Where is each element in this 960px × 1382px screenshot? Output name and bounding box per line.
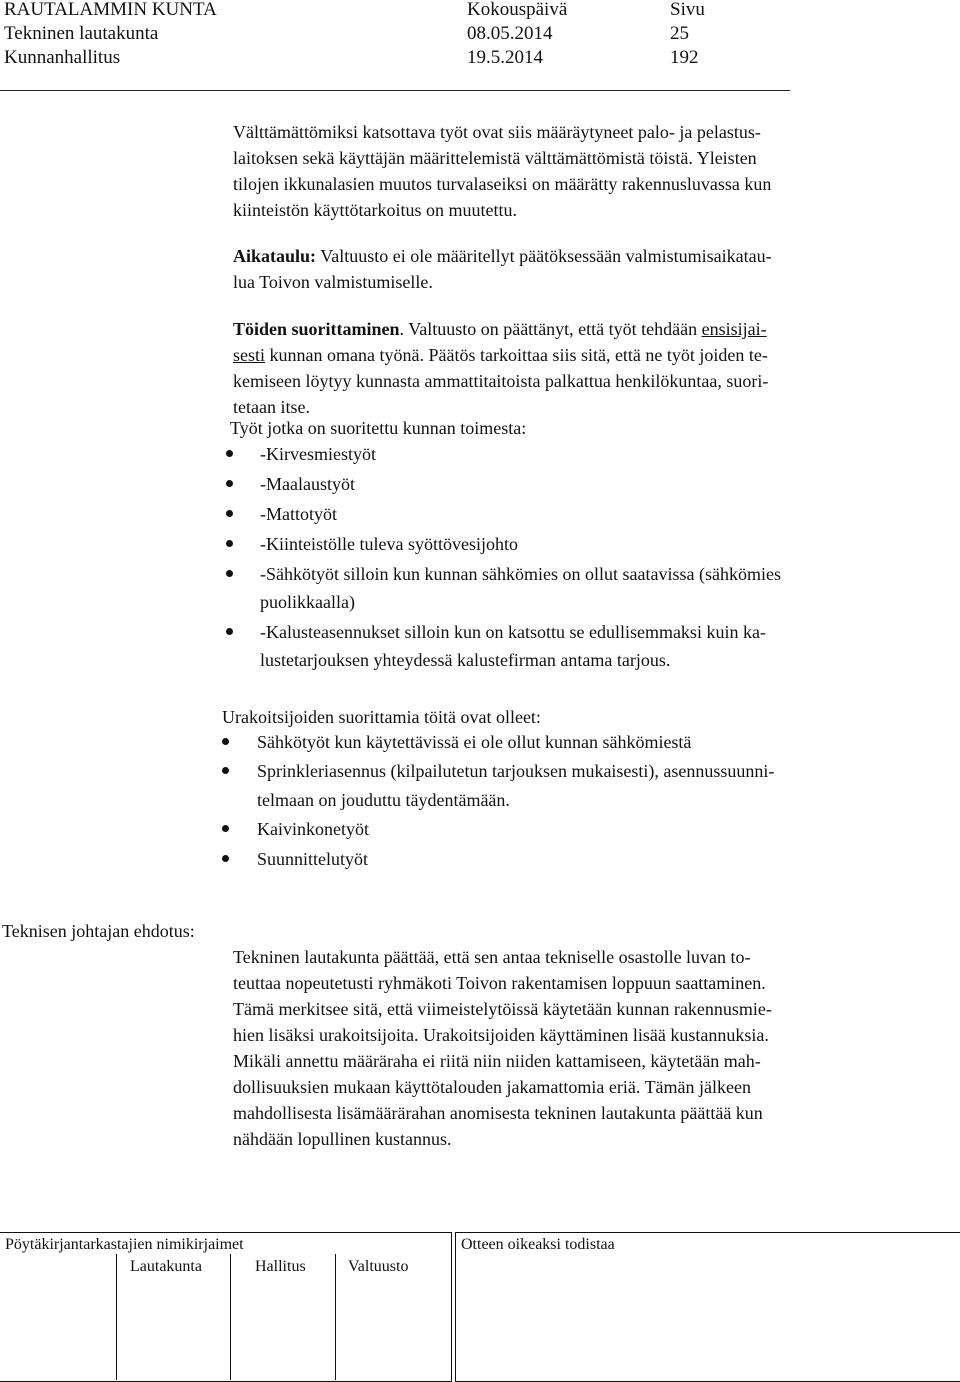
- board-page-number: 25: [670, 23, 689, 44]
- paragraph-requirements: [233, 119, 873, 223]
- council-page-number: 192: [670, 47, 699, 68]
- bullet-icon: [226, 510, 233, 517]
- underlined-word: sesti: [233, 345, 266, 365]
- bullet-icon: [222, 767, 229, 774]
- text-line: kiinteistön käyttötarkoitus on muutettu.: [233, 200, 517, 220]
- text-line: lua Toivon valmistumiselle.: [233, 272, 433, 292]
- text-line: Välttämättömiksi katsottava työt ovat siis määräytyneet palo- ja pelastus-: [233, 122, 761, 142]
- list-own-work-intro: Työt jotka on suoritettu kunnan toimesta:: [230, 418, 527, 438]
- proposal-label: Teknisen johtajan ehdotus:: [2, 921, 195, 941]
- header-divider: [0, 90, 790, 91]
- text-line: kemiseen löytyy kunnasta ammattitaitoista palkattua henkilökuntaa, suori-: [233, 371, 769, 391]
- list-contractor-work-intro: Urakoitsijoiden suorittamia töitä ovat olleet:: [222, 707, 541, 727]
- footer-government-column: Hallitus: [255, 1258, 306, 1275]
- board-name: Tekninen lautakunta: [4, 23, 159, 44]
- footer-board-column: Lautakunta: [130, 1258, 202, 1275]
- text-line: Tämä merkitsee sitä, että viimeistelytöissä käytetään kunnan rakennusmie-: [233, 999, 772, 1019]
- proposal-text: [233, 944, 873, 1152]
- text-line: tilojen ikkunalasien muutos turvalaseiksi on määrätty rakennusluvassa kun: [233, 174, 772, 194]
- underlined-word: ensisijai-: [701, 319, 767, 339]
- footer-council-column: Valtuusto: [348, 1258, 409, 1275]
- paragraph-execution: Töiden suorittaminen. Valtuusto on päättänyt, että työt tehdään ensisijai- sesti kunnan omana työnä. Päätös tarkoittaa siis sitä, että ne työt joiden te- kemiseen löytyy kunnasta ammattitaitoista palkattua henkilökuntaa, suori- tetaan itse.: [233, 316, 873, 420]
- council-name: Kunnanhallitus: [4, 47, 121, 68]
- council-meeting-date: 19.5.2014: [467, 47, 543, 68]
- bullet-icon: [226, 570, 233, 577]
- text-line: Mikäli annettu määräraha ei riitä niin niiden kattamiseen, käytetään mah-: [233, 1051, 761, 1071]
- certification-label: Otteen oikeaksi todistaa: [461, 1236, 615, 1253]
- schedule-label: Aikataulu:: [233, 246, 317, 266]
- text-line: mahdollisesta lisämäärärahan anomisesta tekninen lautakunta päättää kun: [233, 1103, 763, 1123]
- page-label: Sivu: [670, 0, 705, 20]
- text-line: Valtuusto ei ole määritellyt päätöksessään valmistumisaikatau-: [320, 246, 772, 266]
- text-line: Tekninen lautakunta päättää, että sen antaa tekniselle osastolle luvan to-: [233, 947, 751, 967]
- bullet-icon: [222, 738, 229, 745]
- board-meeting-date: 08.05.2014: [467, 23, 553, 44]
- bullet-icon: [226, 450, 233, 457]
- footer-divider: [230, 1254, 231, 1380]
- bullet-icon: [222, 825, 229, 832]
- bullet-icon: [226, 540, 233, 547]
- meeting-date-label: Kokouspäivä: [467, 0, 568, 20]
- text-line: teuttaa nopeutetusti ryhmäkoti Toivon rakentamisen loppuun saattaminen.: [233, 973, 766, 993]
- bullet-icon: [222, 855, 229, 862]
- text-line: laitoksen sekä käyttäjän määrittelemistä välttämättömistä töistä. Yleisten: [233, 148, 757, 168]
- checkers-title: Pöytäkirjantarkastajien nimikirjaimet: [5, 1236, 244, 1253]
- text-line: tetaan itse.: [233, 397, 310, 417]
- text-line: hien lisäksi urakoitsijoita. Urakoitsijoiden käyttäminen lisää kustannuksia.: [233, 1025, 769, 1045]
- bullet-icon: [226, 628, 233, 635]
- footer-divider: [116, 1254, 117, 1380]
- bullet-icon: [226, 480, 233, 487]
- paragraph-schedule: [233, 243, 873, 295]
- text-line: nähdään lopullinen kustannus.: [233, 1129, 452, 1149]
- footer-divider: [335, 1254, 336, 1380]
- text-line: dollisuuksien mukaan käyttötalouden jakamattomia eriä. Tämän jälkeen: [233, 1077, 752, 1097]
- execution-label: Töiden suorittaminen: [233, 319, 400, 339]
- municipality-name: RAUTALAMMIN KUNTA: [4, 0, 217, 20]
